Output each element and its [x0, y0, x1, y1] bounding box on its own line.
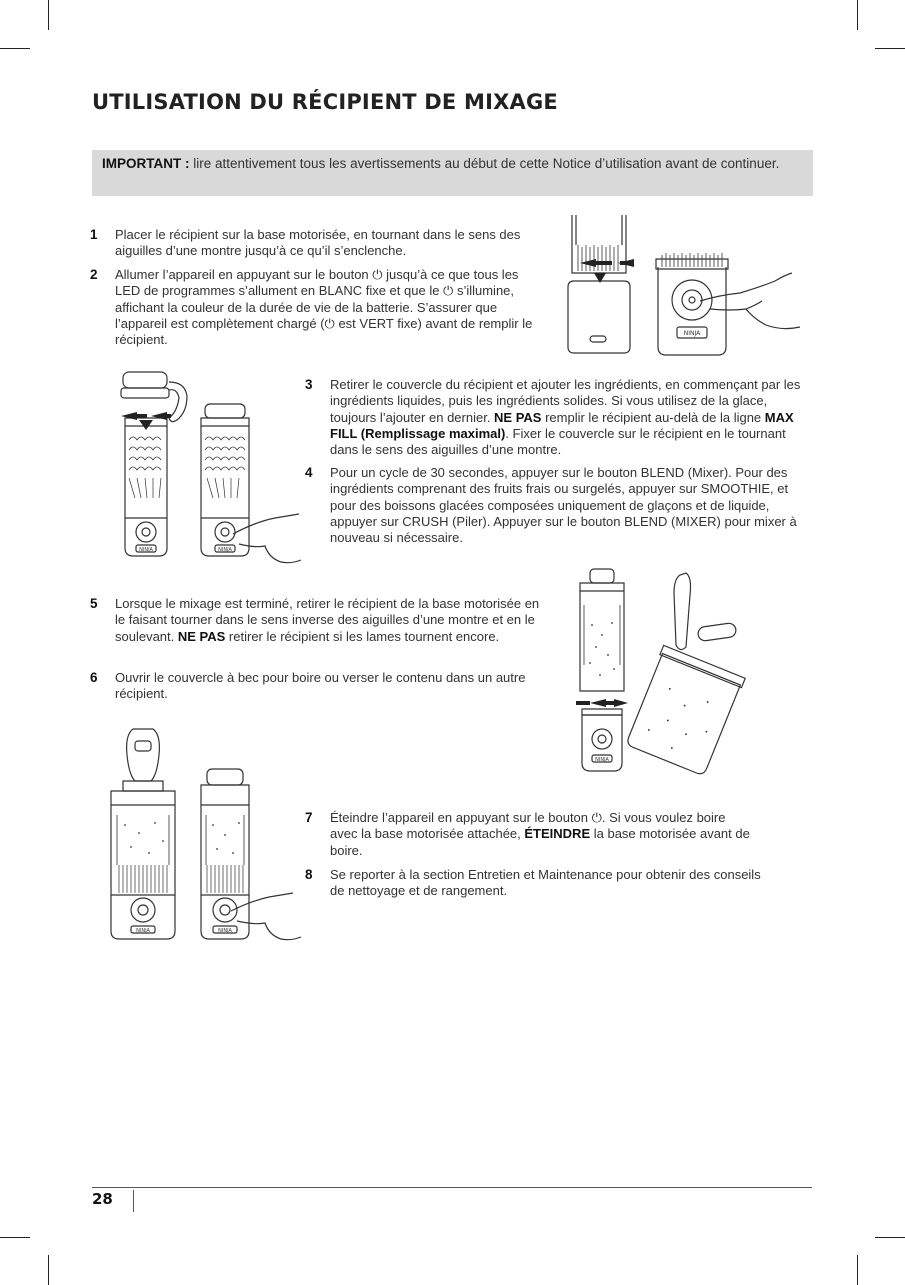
step-text: Éteindre l’appareil en appuyant sur le bouton ⏻. Si vous voulez boire avec la base motorisée attachée,	[330, 810, 726, 842]
brand-label: NINJA	[595, 757, 609, 763]
crop-mark-bottom-right-v	[857, 1255, 858, 1285]
illustration-fill-ingredients	[115, 368, 305, 568]
crop-mark-bottom-right-h	[875, 1237, 905, 1238]
step-text: la base motorisée avant de boire.	[330, 826, 750, 858]
crop-mark-top-right-v	[857, 0, 858, 30]
illustration-power-off	[105, 725, 305, 945]
step-text-bold: NE PAS	[494, 409, 542, 425]
brand-label: NINJA	[139, 547, 153, 553]
step-number: 1	[90, 227, 98, 242]
important-label: IMPORTANT :	[102, 156, 190, 171]
step-number: 4	[305, 465, 313, 480]
page-number: 28	[92, 1190, 113, 1208]
step-number: 7	[305, 810, 313, 825]
step-text-bold: NE PAS	[177, 628, 226, 644]
page-title: UTILISATION DU RÉCIPIENT DE MIXAGE	[92, 90, 558, 114]
step-number: 2	[90, 267, 98, 282]
step-text: Placer le récipient sur la base motorisée, en tournant dans le sens des aiguilles d’une montre jusqu’à ce qu’il s’enclenche.	[115, 227, 521, 259]
step-1	[90, 227, 535, 260]
step-8	[305, 867, 770, 900]
crop-mark-top-right-h	[875, 48, 905, 49]
step-text-bold: ÉTEINDRE	[524, 826, 591, 842]
important-notice	[92, 150, 813, 196]
step-text: Pour un cycle de 30 secondes, appuyer sur le bouton BLEND (Mixer). Pour des ingrédients comprenant des fruits frais ou surgelés, appuyer sur SMOOTHIE, et pour des boissons glacées composées uniquement de glaçons et de liquide, appuyer sur CRUSH (Piler). Appuyer sur le bouton BLEND (MIXER) pour mixer à nouveau si nécessaire.	[330, 465, 797, 546]
footer-separator	[133, 1190, 134, 1212]
step-text: Retirer le couvercle du récipient et ajouter les ingrédients, en commençant par les ingrédients liquides, puis les ingrédients solides. Si vous utilisez de la glace, toujours l’ajouter en dernier.	[330, 377, 801, 425]
footer-rule	[92, 1187, 812, 1188]
brand-label: NINJA	[218, 928, 232, 934]
step-2	[90, 267, 535, 348]
step-number: 6	[90, 670, 98, 685]
step-text: Allumer l’appareil en appuyant sur le bouton ⏻ jusqu’à ce que tous les LED de programmes s’allument en BLANC fixe et que le ⏻ s’illumine, affichant la couleur de la durée de vie de la batterie. S’assurer que l’appareil est complètement chargé (⏻ est VERT fixe) avant de remplir le récipient.	[115, 267, 533, 348]
step-6	[90, 670, 545, 703]
crop-mark-top-left-h	[0, 48, 30, 49]
important-text: lire attentivement tous les avertissements au début de cette Notice d’utilisation avant de continuer.	[189, 156, 780, 171]
crop-mark-bottom-left-v	[48, 1255, 49, 1285]
illustration-attach-and-power	[560, 215, 810, 360]
step-3	[305, 377, 815, 458]
crop-mark-bottom-left-h	[0, 1237, 30, 1238]
step-text: Ouvrir le couvercle à bec pour boire ou verser le contenu dans un autre récipient.	[115, 670, 526, 702]
illustration-remove-and-pour	[570, 565, 810, 775]
brand-label: NINJA	[218, 547, 232, 553]
step-5	[90, 596, 545, 645]
step-4	[305, 465, 815, 546]
step-text: Lorsque le mixage est terminé, retirer le récipient de la base motorisée en le faisant tourner dans le sens inverse des aiguilles d’une montre et en le soulevant.	[115, 596, 540, 644]
step-text: Se reporter à la section Entretien et Maintenance pour obtenir des conseils de nettoyage et de rangement.	[330, 867, 761, 899]
step-text-bold: MAX FILL (Remplissage maximal)	[330, 409, 794, 441]
step-number: 8	[305, 867, 313, 882]
step-text: . Fixer le couvercle sur le récipient en le tournant dans le sens des aiguilles d’une montre.	[330, 425, 786, 458]
brand-label: NINJA	[683, 330, 701, 337]
brand-label: NINJA	[136, 928, 150, 934]
step-text: retirer le récipient si les lames tournent encore.	[225, 628, 500, 644]
crop-mark-top-left-v	[48, 0, 49, 30]
step-text: remplir le récipient au-delà de la ligne	[541, 409, 765, 425]
step-7	[305, 810, 750, 859]
step-number: 5	[90, 596, 98, 611]
step-number: 3	[305, 377, 313, 392]
